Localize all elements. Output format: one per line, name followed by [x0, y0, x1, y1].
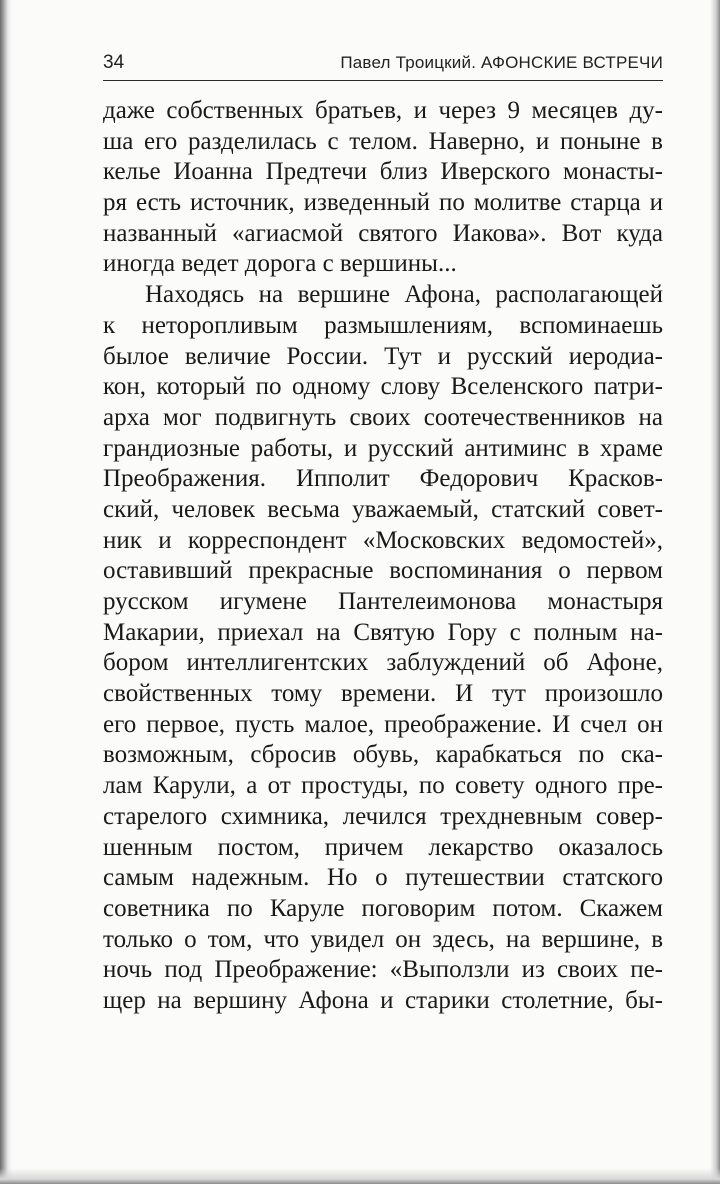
text-line: кон, который по одному слову Вселенского патри-: [103, 373, 663, 401]
text-line: оставивший прекрасные воспоминания о первом: [103, 557, 663, 585]
text-line: Преображения. Ипполит Федорович Красков-: [103, 465, 663, 493]
text-line: лам Карули, а от простуды, по совету одного пре-: [103, 772, 663, 800]
text-line: его первое, пусть малое, преображение. И счел он: [103, 710, 663, 738]
running-head: Павел Троицкий. АФОНСКИЕ ВСТРЕЧИ: [340, 53, 663, 72]
text-line: к неторопливым размышлениям, вспоминаешь: [103, 311, 663, 339]
text-line: ский, человек весьма уважаемый, статский совет-: [103, 495, 663, 523]
text-line: Макарии, приехал на Святую Гору с полным на-: [103, 618, 663, 646]
text-line: советника по Каруле поговорим потом. Скажем: [103, 894, 663, 922]
text-line: шенным постом, причем лекарство оказалось: [103, 833, 663, 861]
text-line: ник и корреспондент «Московских ведомостей»,: [103, 526, 663, 554]
text-line: самым надежным. Но о путешествии статского: [103, 864, 663, 892]
text-line: даже собственных братьев, и через 9 месяцев ду-: [103, 97, 663, 124]
text-line: грандиозные работы, и русский антиминс в храме: [103, 434, 663, 462]
text-line: ря есть источник, изведенный по молитве старца и: [103, 189, 663, 217]
text-line: арха мог подвигнуть своих соотечественников на: [103, 403, 663, 431]
page-number: 34: [103, 52, 125, 73]
body-text: [103, 96, 663, 1017]
text-line: названный «агиасмой святого Иакова». Вот куда: [103, 219, 663, 247]
text-line: ночь под Преображение: «Выползли из своих пе-: [103, 956, 663, 984]
page-header: [103, 44, 663, 81]
text-line: былое величие России. Тут и русский иеродиа-: [103, 342, 663, 370]
text-line: бором интеллигентских заблуждений об Афоне,: [103, 649, 663, 677]
text-line: русском игумене Пантелеимонова монастыря: [103, 588, 663, 615]
text-line: старелого схимника, лечился трехдневным совер-: [103, 802, 663, 830]
text-line: возможным, сбросив обувь, карабкаться по ска-: [103, 741, 663, 769]
paragraph-start-line: Находясь на вершине Афона, располагающей: [145, 281, 663, 309]
text-line: келье Иоанна Предтечи близ Иверского монасты-: [103, 158, 663, 186]
scan-right-edge: [710, 0, 720, 1184]
text-line: щер на вершину Афона и старики столетние, бы-: [103, 986, 663, 1014]
text-line: только о том, что увидел он здесь, на вершине, в: [103, 925, 663, 953]
text-line: ша его разделилась с телом. Наверно, и поныне в: [103, 127, 663, 155]
text-line: иногда ведет дорога с вершины...: [103, 250, 457, 278]
scan-bottom-edge: [0, 1168, 720, 1184]
text-line: свойственных тому времени. И тут произошло: [103, 680, 663, 708]
scan-left-edge: [0, 0, 12, 1184]
